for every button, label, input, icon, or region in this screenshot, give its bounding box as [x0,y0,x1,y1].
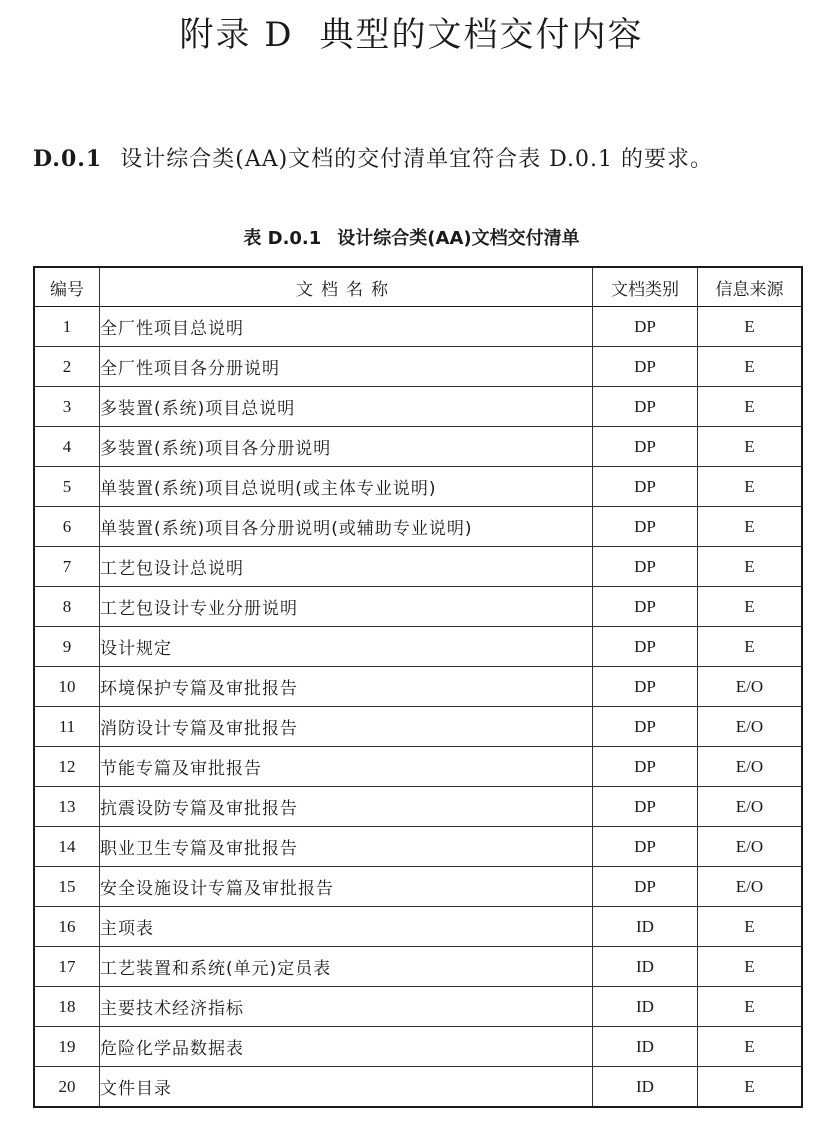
table-row [34,947,802,987]
cell-source: E [698,427,803,467]
cell-type: DP [593,827,698,867]
table-body [34,307,802,1108]
table-row [34,467,802,507]
cell-no: 4 [34,427,100,467]
cell-no: 14 [34,827,100,867]
cell-source: E [698,507,803,547]
table-row [34,747,802,787]
cell-type: DP [593,467,698,507]
cell-no: 20 [34,1067,100,1108]
cell-no: 18 [34,987,100,1027]
cell-no: 19 [34,1027,100,1067]
cell-no: 2 [34,347,100,387]
cell-name: 危险化学品数据表 [100,1027,593,1067]
cell-name: 安全设施设计专篇及审批报告 [100,867,593,907]
cell-source: E/O [698,707,803,747]
cell-type: ID [593,1067,698,1108]
cell-name: 节能专篇及审批报告 [100,747,593,787]
cell-type: DP [593,307,698,347]
table-row [34,547,802,587]
header-source: 信息来源 [698,267,803,307]
cell-source: E [698,547,803,587]
cell-name: 多装置(系统)项目各分册说明 [100,427,593,467]
cell-name: 工艺装置和系统(单元)定员表 [100,947,593,987]
table-row [34,827,802,867]
table-header-row [34,267,802,307]
table-row [34,427,802,467]
cell-no: 11 [34,707,100,747]
table-row [34,587,802,627]
cell-name: 单装置(系统)项目总说明(或主体专业说明) [100,467,593,507]
table-caption-title: 设计综合类(AA)文档交付清单 [337,228,580,249]
cell-type: DP [593,867,698,907]
cell-name: 多装置(系统)项目总说明 [100,387,593,427]
cell-source: E/O [698,667,803,707]
header-no: 编号 [34,267,100,307]
cell-name: 主项表 [100,907,593,947]
table-row [34,987,802,1027]
cell-name: 工艺包设计总说明 [100,547,593,587]
table-row [34,387,802,427]
cell-name: 设计规定 [100,627,593,667]
cell-type: DP [593,707,698,747]
cell-no: 3 [34,387,100,427]
clause-text: 设计综合类(AA)文档的交付清单宜符合表 D.0.1 的要求。 [120,147,713,172]
cell-type: DP [593,547,698,587]
header-type: 文档类别 [593,267,698,307]
cell-name: 主要技术经济指标 [100,987,593,1027]
cell-source: E [698,907,803,947]
cell-no: 13 [34,787,100,827]
table-row [34,627,802,667]
cell-type: DP [593,627,698,667]
table-row [34,907,802,947]
cell-name: 抗震设防专篇及审批报告 [100,787,593,827]
cell-source: E [698,987,803,1027]
table-row [34,1027,802,1067]
table-row [34,667,802,707]
appendix-label: 附录 D [179,15,294,55]
cell-source: E/O [698,787,803,827]
cell-no: 17 [34,947,100,987]
document-delivery-table [33,266,803,1108]
cell-source: E [698,467,803,507]
cell-no: 12 [34,747,100,787]
cell-type: DP [593,387,698,427]
cell-no: 5 [34,467,100,507]
cell-no: 16 [34,907,100,947]
cell-source: E [698,587,803,627]
cell-source: E [698,307,803,347]
table-row [34,307,802,347]
header-name: 文档名称 [100,267,593,307]
cell-source: E [698,387,803,427]
clause-paragraph [33,140,793,179]
table-row [34,707,802,747]
cell-source: E [698,347,803,387]
cell-no: 8 [34,587,100,627]
table-row [34,507,802,547]
cell-type: DP [593,347,698,387]
cell-name: 消防设计专篇及审批报告 [100,707,593,747]
table-caption [0,224,823,254]
cell-name: 职业卫生专篇及审批报告 [100,827,593,867]
cell-type: DP [593,747,698,787]
cell-type: DP [593,787,698,827]
table-caption-number: 表 D.0.1 [243,228,322,249]
cell-name: 单装置(系统)项目各分册说明(或辅助专业说明) [100,507,593,547]
cell-no: 9 [34,627,100,667]
cell-source: E/O [698,867,803,907]
cell-source: E [698,947,803,987]
cell-type: DP [593,587,698,627]
cell-type: DP [593,667,698,707]
page-title [0,10,823,60]
cell-type: ID [593,947,698,987]
cell-no: 1 [34,307,100,347]
cell-type: ID [593,907,698,947]
cell-no: 7 [34,547,100,587]
clause-number: D.0.1 [33,146,103,172]
cell-source: E [698,627,803,667]
cell-name: 文件目录 [100,1067,593,1108]
table-row [34,787,802,827]
cell-source: E [698,1027,803,1067]
cell-type: DP [593,507,698,547]
cell-name: 环境保护专篇及审批报告 [100,667,593,707]
table-row [34,347,802,387]
cell-no: 6 [34,507,100,547]
cell-source: E/O [698,747,803,787]
cell-type: ID [593,987,698,1027]
cell-name: 工艺包设计专业分册说明 [100,587,593,627]
cell-name: 全厂性项目总说明 [100,307,593,347]
cell-name: 全厂性项目各分册说明 [100,347,593,387]
cell-no: 15 [34,867,100,907]
cell-source: E/O [698,827,803,867]
appendix-title: 典型的文档交付内容 [319,15,644,55]
cell-type: ID [593,1027,698,1067]
cell-no: 10 [34,667,100,707]
cell-type: DP [593,427,698,467]
table-row [34,1067,802,1108]
cell-source: E [698,1067,803,1108]
table-row [34,867,802,907]
